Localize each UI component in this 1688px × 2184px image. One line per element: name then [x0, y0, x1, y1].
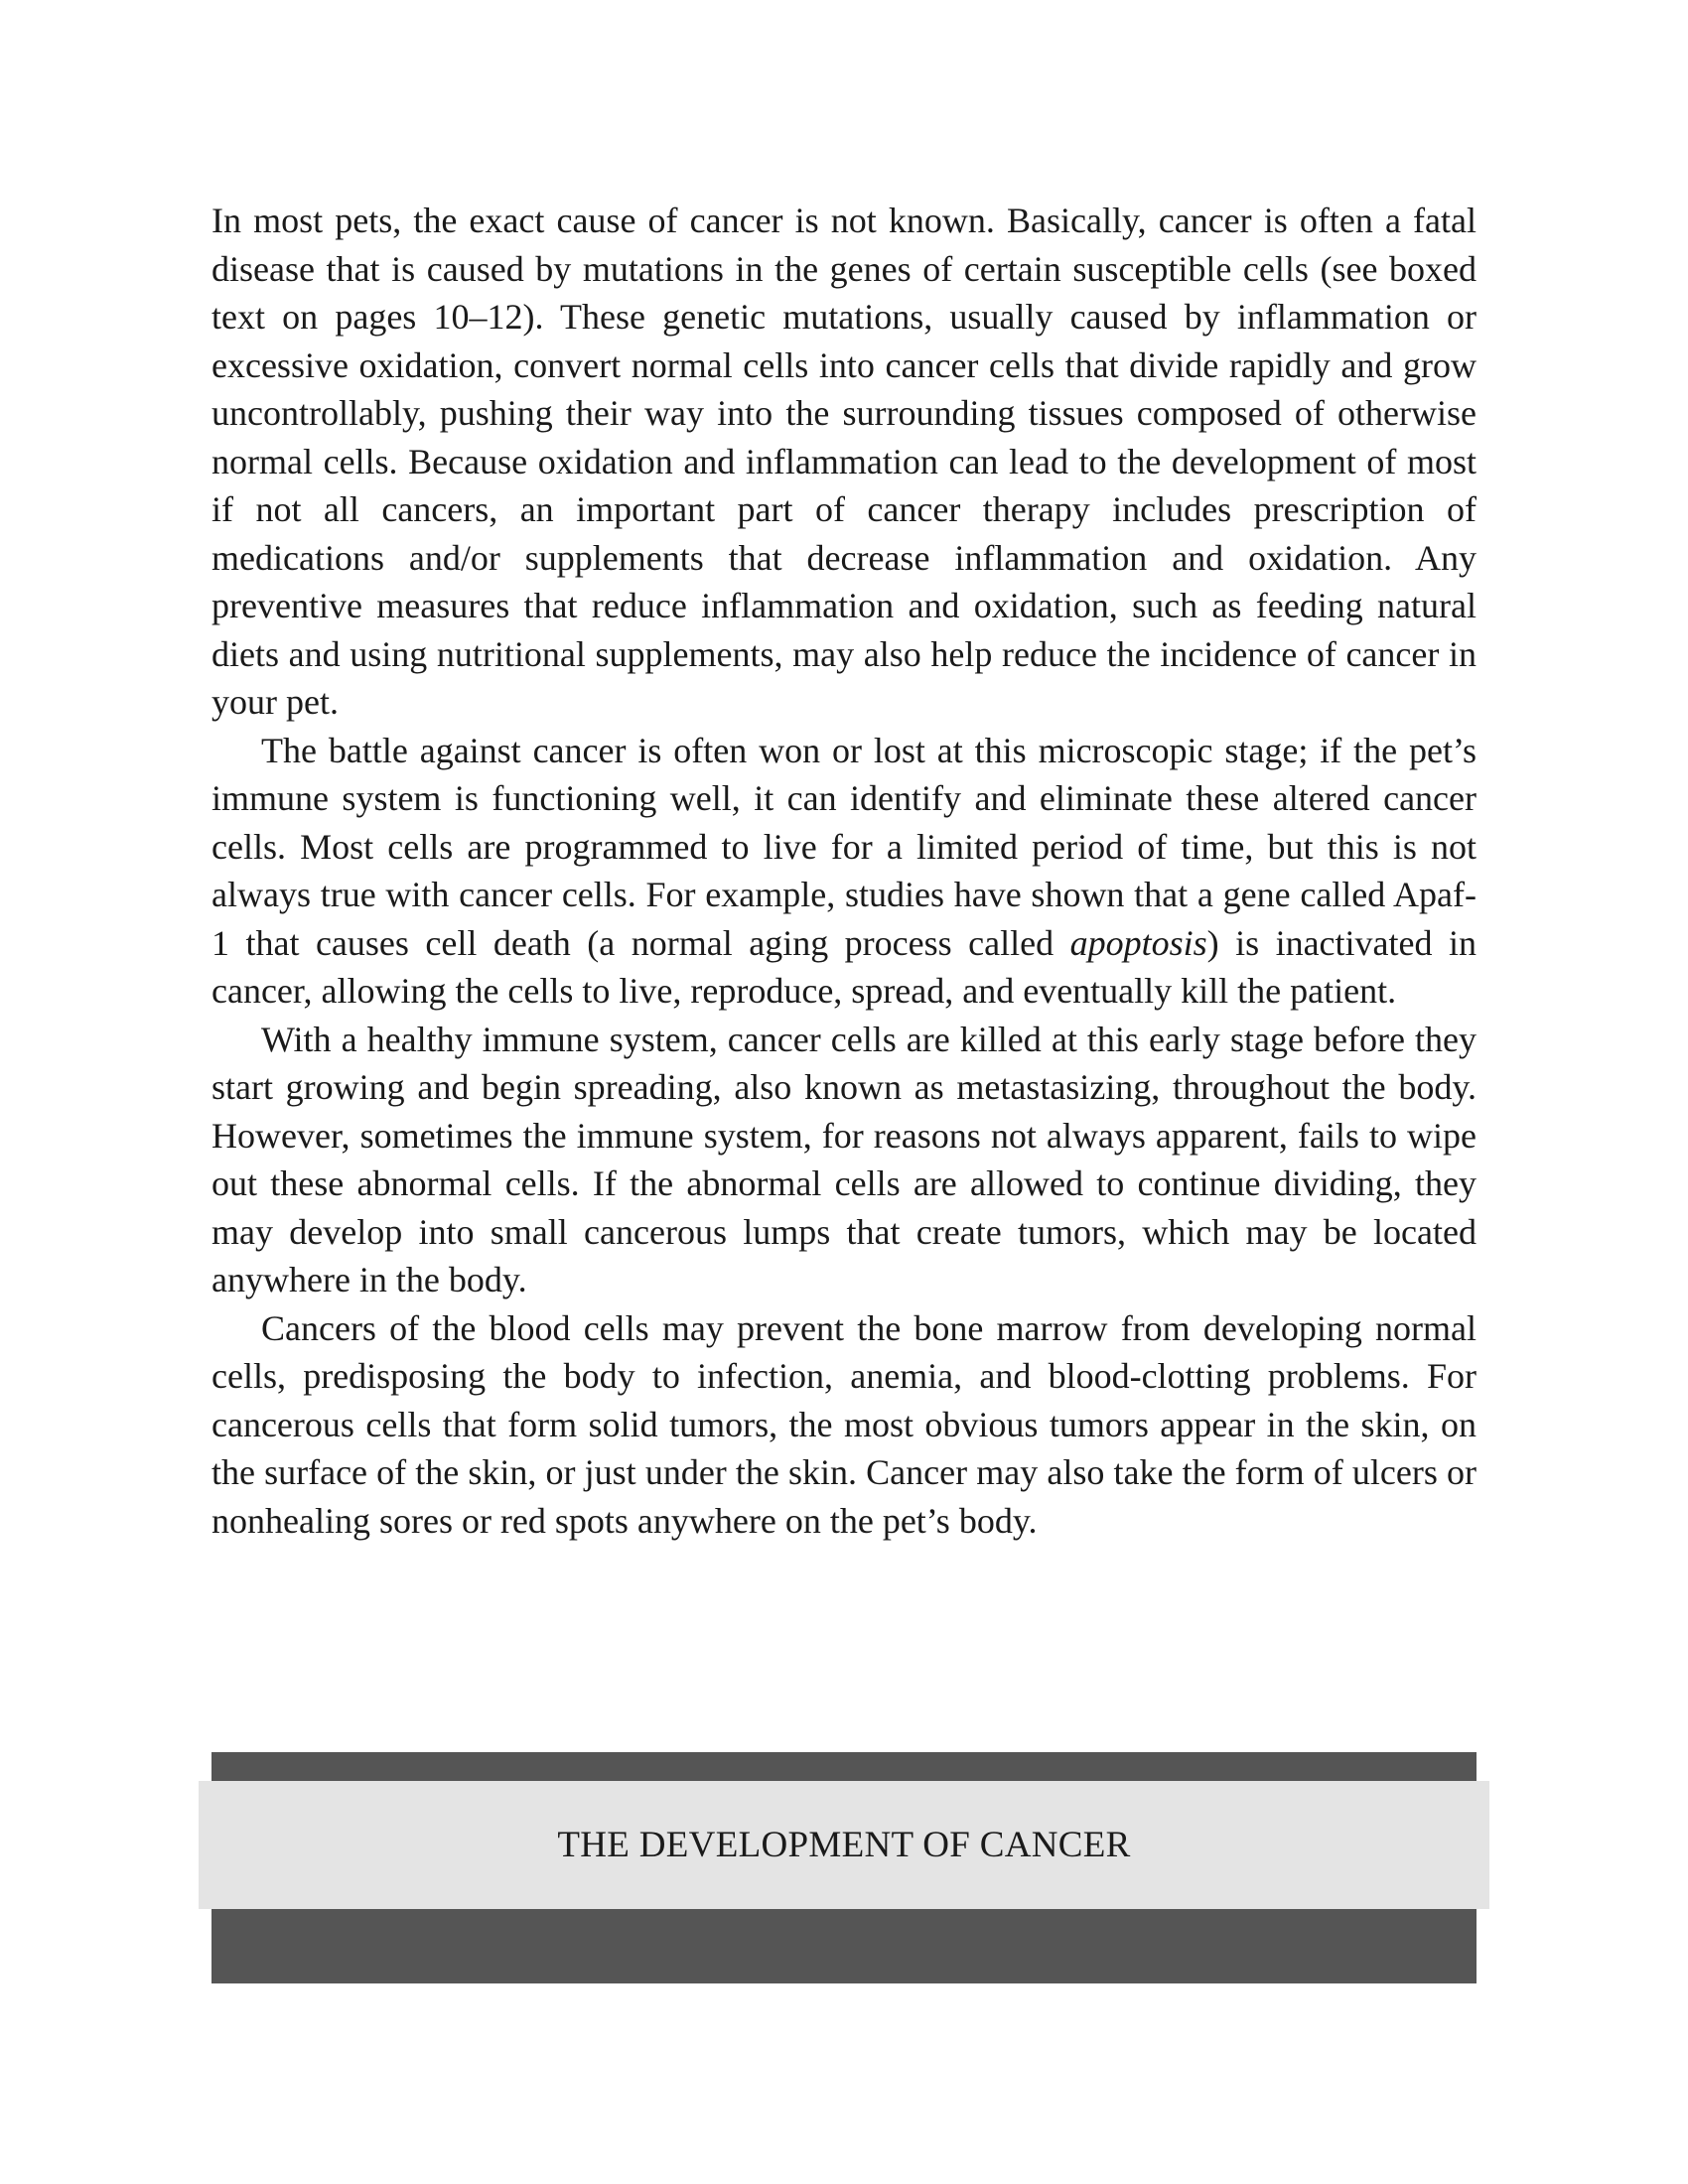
paragraph-2-text-before: The battle against cancer is often won or lost at this microscopic stage; if the pet’s immune system is functioning well, it can identify and eliminate these altered cancer cells. Most cells are programmed to live for a limited period of time, but this is not always true with cancer cells. For example, studies have shown that a gene called Apaf-1 that causes cell death (a normal aging process called [211, 730, 1477, 963]
paragraph-2 [211, 727, 1477, 1016]
paragraph-4: Cancers of the blood cells may prevent the bone marrow from developing normal cells, predisposing the body to infection, anemia, and blood-clotting problems. For cancerous cells that form solid tumors, the most obvious tumors appear in the skin, on the surface of the skin, or just under the skin. Cancer may also take the form of ulcers or nonhealing sores or red spots anywhere on the pet’s body. [211, 1307, 1477, 1541]
paragraph-3: With a healthy immune system, cancer cells are killed at this early stage before they start growing and begin spreading, also known as metastasizing, throughout the body. However, sometimes the immune system, for reasons not always apparent, fails to wipe out these abnormal cells. If the abnormal cells are allowed to continue dividing, they may develop into small cancerous lumps that create tumors, which may be located anywhere in the body. [211, 1019, 1477, 1299]
box-bottom-bar [211, 1909, 1477, 1983]
paragraph-1: In most pets, the exact cause of cancer is not known. Basically, cancer is often a fatal disease that is caused by mutations in the genes of certain susceptible cells (see boxed text on pages 10–12). These genetic mutations, usually caused by inflammation or excessive oxidation, convert normal cells into cancer cells that divide rapidly and grow uncontrollably, pushing their way into the surrounding tissues composed of otherwise normal cells. Because oxidation and inflammation can lead to the development of most if not all cancers, an important part of cancer therapy includes prescription of medications and/or supplements that decrease inflammation and oxidation. Any preventive measures that reduce inflammation and oxidation, such as feeding natural diets and using nutritional supplements, may also help reduce the incidence of cancer in your pet. [211, 201, 1477, 722]
body-text [211, 197, 1477, 1545]
paragraph-2-text-after: ) is inactivated in cancer, allowing the cells to live, reproduce, spread, and eventually kill the patient. [211, 922, 1477, 1011]
apoptosis-term: apoptosis [1069, 922, 1207, 963]
box-title: THE DEVELOPMENT OF CANCER [557, 1825, 1131, 1865]
box-title-band [199, 1781, 1489, 1909]
box-top-bar [211, 1752, 1477, 1781]
